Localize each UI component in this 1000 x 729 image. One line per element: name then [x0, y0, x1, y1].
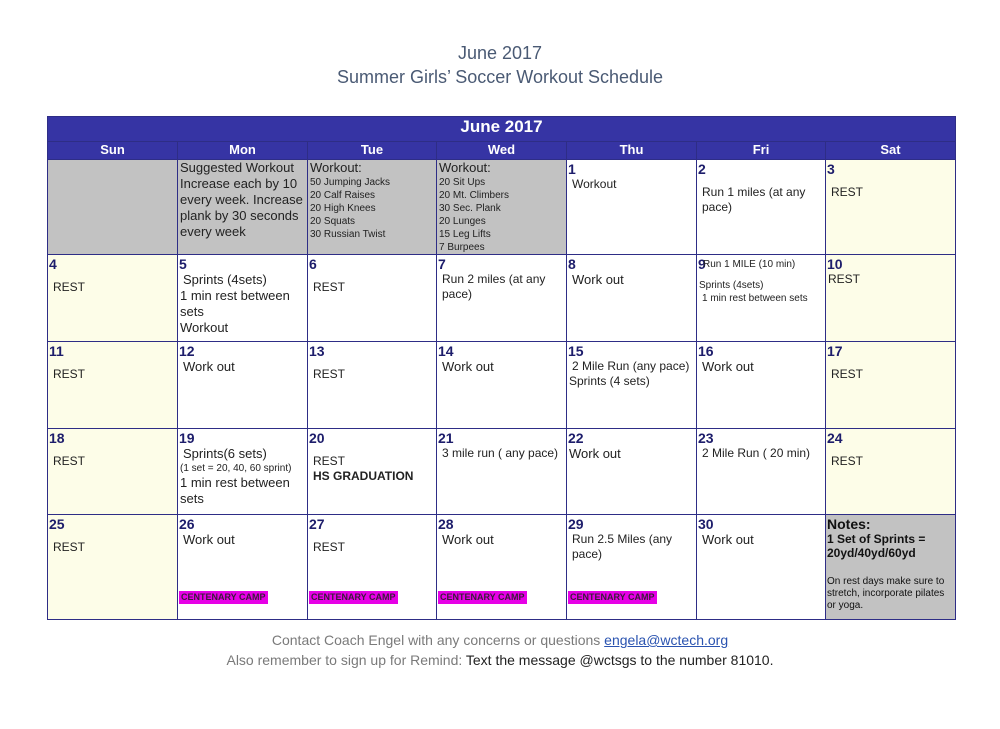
camp-badge: CENTENARY CAMP — [570, 592, 655, 602]
day-activity: 1 min rest between sets — [702, 293, 808, 304]
day-activity: 2 Mile Run ( 20 min) — [702, 446, 811, 460]
day-number: 24 — [827, 430, 843, 446]
wed-workout-title: Workout: — [439, 160, 491, 175]
day-number: 19 — [179, 430, 195, 446]
wed-workout-item: 20 Mt. Climbers — [439, 190, 510, 201]
mon-info-line: plank by 30 seconds — [180, 208, 299, 223]
dow-thu: Thu — [567, 142, 697, 160]
day-activity: Work out — [572, 272, 624, 287]
day-number: 1 — [568, 161, 576, 177]
day-number: 20 — [309, 430, 325, 446]
day-activity: Work out — [183, 359, 235, 374]
day-number: 21 — [438, 430, 454, 446]
day-activity: Work out — [442, 359, 494, 374]
remind-detail: Text the message @wctsgs to the number 81010. — [465, 652, 774, 668]
mon-info-line: every week. Increase — [180, 192, 303, 207]
day-activity: REST — [313, 280, 346, 294]
tue-workout-item: 20 High Knees — [310, 203, 376, 214]
day-activity: REST — [831, 367, 864, 381]
event-label: HS GRADUATION — [313, 469, 414, 483]
day-number: 29 — [568, 516, 584, 532]
day-number: 5 — [179, 256, 187, 272]
day-activity: 1 min rest between sets — [180, 288, 290, 319]
day-number: 22 — [568, 430, 584, 446]
camp-badge: CENTENARY CAMP — [181, 592, 266, 602]
day-activity: REST — [831, 454, 864, 468]
day-activity: Work out — [569, 446, 621, 461]
tue-workout-cell — [308, 160, 437, 255]
page-title-month: June 2017 — [457, 43, 543, 63]
day-number: 26 — [179, 516, 195, 532]
day-number: 13 — [309, 343, 325, 359]
day-activity: Sprints(6 sets) — [183, 446, 267, 461]
day-cell-6 — [308, 255, 437, 342]
day-cell-29 — [567, 515, 697, 620]
day-activity: Run 2 miles (at any pace) — [442, 272, 546, 301]
day-number: 17 — [827, 343, 843, 359]
mon-info-line: Increase each by 10 — [180, 176, 298, 191]
day-number: 25 — [49, 516, 65, 532]
day-cell-19 — [178, 429, 308, 515]
dow-tue: Tue — [308, 142, 437, 160]
day-activity: Work out — [702, 532, 754, 547]
day-number: 18 — [49, 430, 65, 446]
day-activity: REST — [53, 454, 86, 468]
day-activity: (1 set = 20, 40, 60 sprint) — [180, 463, 292, 474]
day-activity: REST — [313, 454, 346, 468]
day-cell-7 — [437, 255, 567, 342]
day-number: 9 — [698, 256, 706, 272]
day-activity: Run 1 miles (at any pace) — [702, 185, 806, 214]
day-activity: Workout — [572, 177, 617, 191]
calendar-month-header: June 2017 — [48, 117, 956, 142]
day-number: 4 — [49, 256, 57, 272]
day-number: 15 — [568, 343, 584, 359]
day-number: 30 — [698, 516, 714, 532]
suggested-workout-cell — [178, 160, 308, 255]
day-cell-16 — [697, 342, 826, 429]
camp-badge: CENTENARY CAMP — [311, 592, 396, 602]
calendar-week-5 — [48, 515, 956, 620]
calendar-week-4 — [48, 429, 956, 515]
day-activity: REST — [53, 367, 86, 381]
day-cell-13 — [308, 342, 437, 429]
day-activity: 2 Mile Run (any pace) — [572, 359, 690, 373]
day-activity: Work out — [183, 532, 235, 547]
day-of-week-row — [48, 142, 956, 160]
day-activity: Sprints (4sets) — [699, 280, 764, 291]
tue-workout-title: Workout: — [310, 160, 362, 175]
wed-workout-item: 15 Leg Lifts — [439, 229, 491, 240]
day-cell-20 — [308, 429, 437, 515]
dow-mon: Mon — [178, 142, 308, 160]
mon-info-line: every week — [180, 224, 246, 239]
day-number: 10 — [827, 256, 843, 272]
day-number: 27 — [309, 516, 325, 532]
day-activity: Run 1 MILE (10 min) — [703, 259, 796, 270]
day-cell-21 — [437, 429, 567, 515]
dow-wed: Wed — [437, 142, 567, 160]
notes-cell — [826, 515, 956, 620]
day-activity: Work out — [442, 532, 494, 547]
tue-workout-item: 20 Calf Raises — [310, 190, 376, 201]
wed-workout-item: 30 Sec. Plank — [439, 203, 501, 214]
day-cell-5 — [178, 255, 308, 342]
day-cell-10 — [826, 255, 956, 342]
day-activity: REST — [313, 367, 346, 381]
day-number: 23 — [698, 430, 714, 446]
day-cell-24 — [826, 429, 956, 515]
tue-workout-item: 30 Russian Twist — [310, 229, 386, 240]
day-number: 2 — [698, 161, 706, 177]
day-cell-8 — [567, 255, 697, 342]
notes-sprints: 1 Set of Sprints = 20yd/40yd/60yd — [827, 532, 926, 560]
calendar-week-3 — [48, 342, 956, 429]
day-cell-15 — [567, 342, 697, 429]
dow-fri: Fri — [697, 142, 826, 160]
day-activity: REST — [53, 280, 86, 294]
day-cell-18 — [48, 429, 178, 515]
dow-sat: Sat — [826, 142, 956, 160]
camp-badge: CENTENARY CAMP — [440, 592, 525, 602]
page-title-schedule: Summer Girls’ Soccer Workout Schedule — [336, 67, 664, 87]
day-cell-9 — [697, 255, 826, 342]
day-cell-27 — [308, 515, 437, 620]
day-cell-30 — [697, 515, 826, 620]
calendar-week-2 — [48, 255, 956, 342]
wed-workout-item: 20 Sit Ups — [439, 177, 486, 188]
day-number: 14 — [438, 343, 454, 359]
coach-email-link[interactable]: engela@wctech.org — [604, 632, 729, 648]
contact-text: Contact Coach Engel with any concerns or questions — [271, 632, 601, 648]
notes-title: Notes: — [827, 516, 871, 532]
day-activity: REST — [831, 185, 864, 199]
day-number: 11 — [49, 343, 64, 359]
calendar-table — [47, 116, 956, 620]
day-activity: Run 2.5 Miles (any pace) — [572, 532, 673, 561]
day-number: 12 — [179, 343, 195, 359]
footer-contact — [0, 632, 1000, 648]
day-activity: Sprints (4sets) — [183, 272, 267, 287]
day-cell-23 — [697, 429, 826, 515]
day-cell-22 — [567, 429, 697, 515]
day-activity: Workout — [180, 320, 229, 335]
tue-workout-item: 50 Jumping Jacks — [310, 177, 391, 188]
day-activity: 3 mile run ( any pace) — [442, 446, 559, 460]
footer-remind — [0, 652, 1000, 668]
day-cell-14 — [437, 342, 567, 429]
wed-workout-item: 7 Burpees — [439, 242, 485, 253]
empty-cell — [48, 160, 178, 255]
day-activity: Sprints (4 sets) — [569, 374, 650, 388]
wed-workout-item: 20 Lunges — [439, 216, 486, 227]
notes-rest-tip: On rest days make sure to stretch, incorporate pilates or yoga. — [827, 576, 945, 611]
day-cell-3 — [826, 160, 956, 255]
day-number: 16 — [698, 343, 714, 359]
day-cell-12 — [178, 342, 308, 429]
day-cell-4 — [48, 255, 178, 342]
day-cell-2 — [697, 160, 826, 255]
day-activity: REST — [53, 540, 86, 554]
day-cell-1 — [567, 160, 697, 255]
tue-workout-item: 20 Squats — [310, 216, 356, 227]
remind-text: Also remember to sign up for Remind: — [226, 652, 463, 668]
mon-info-line: Suggested Workout — [180, 160, 294, 175]
day-number: 6 — [309, 256, 317, 272]
day-activity: REST — [313, 540, 346, 554]
day-activity: 1 min rest between sets — [180, 475, 290, 506]
dow-sun: Sun — [48, 142, 178, 160]
wed-workout-cell — [437, 160, 567, 255]
day-number: 28 — [438, 516, 454, 532]
calendar-week-1 — [48, 160, 956, 255]
day-activity: REST — [828, 272, 861, 286]
day-cell-28 — [437, 515, 567, 620]
day-cell-26 — [178, 515, 308, 620]
day-activity: Work out — [702, 359, 754, 374]
day-cell-11 — [48, 342, 178, 429]
day-number: 8 — [568, 256, 576, 272]
day-cell-17 — [826, 342, 956, 429]
day-number: 3 — [827, 161, 835, 177]
day-number: 7 — [438, 256, 446, 272]
day-cell-25 — [48, 515, 178, 620]
